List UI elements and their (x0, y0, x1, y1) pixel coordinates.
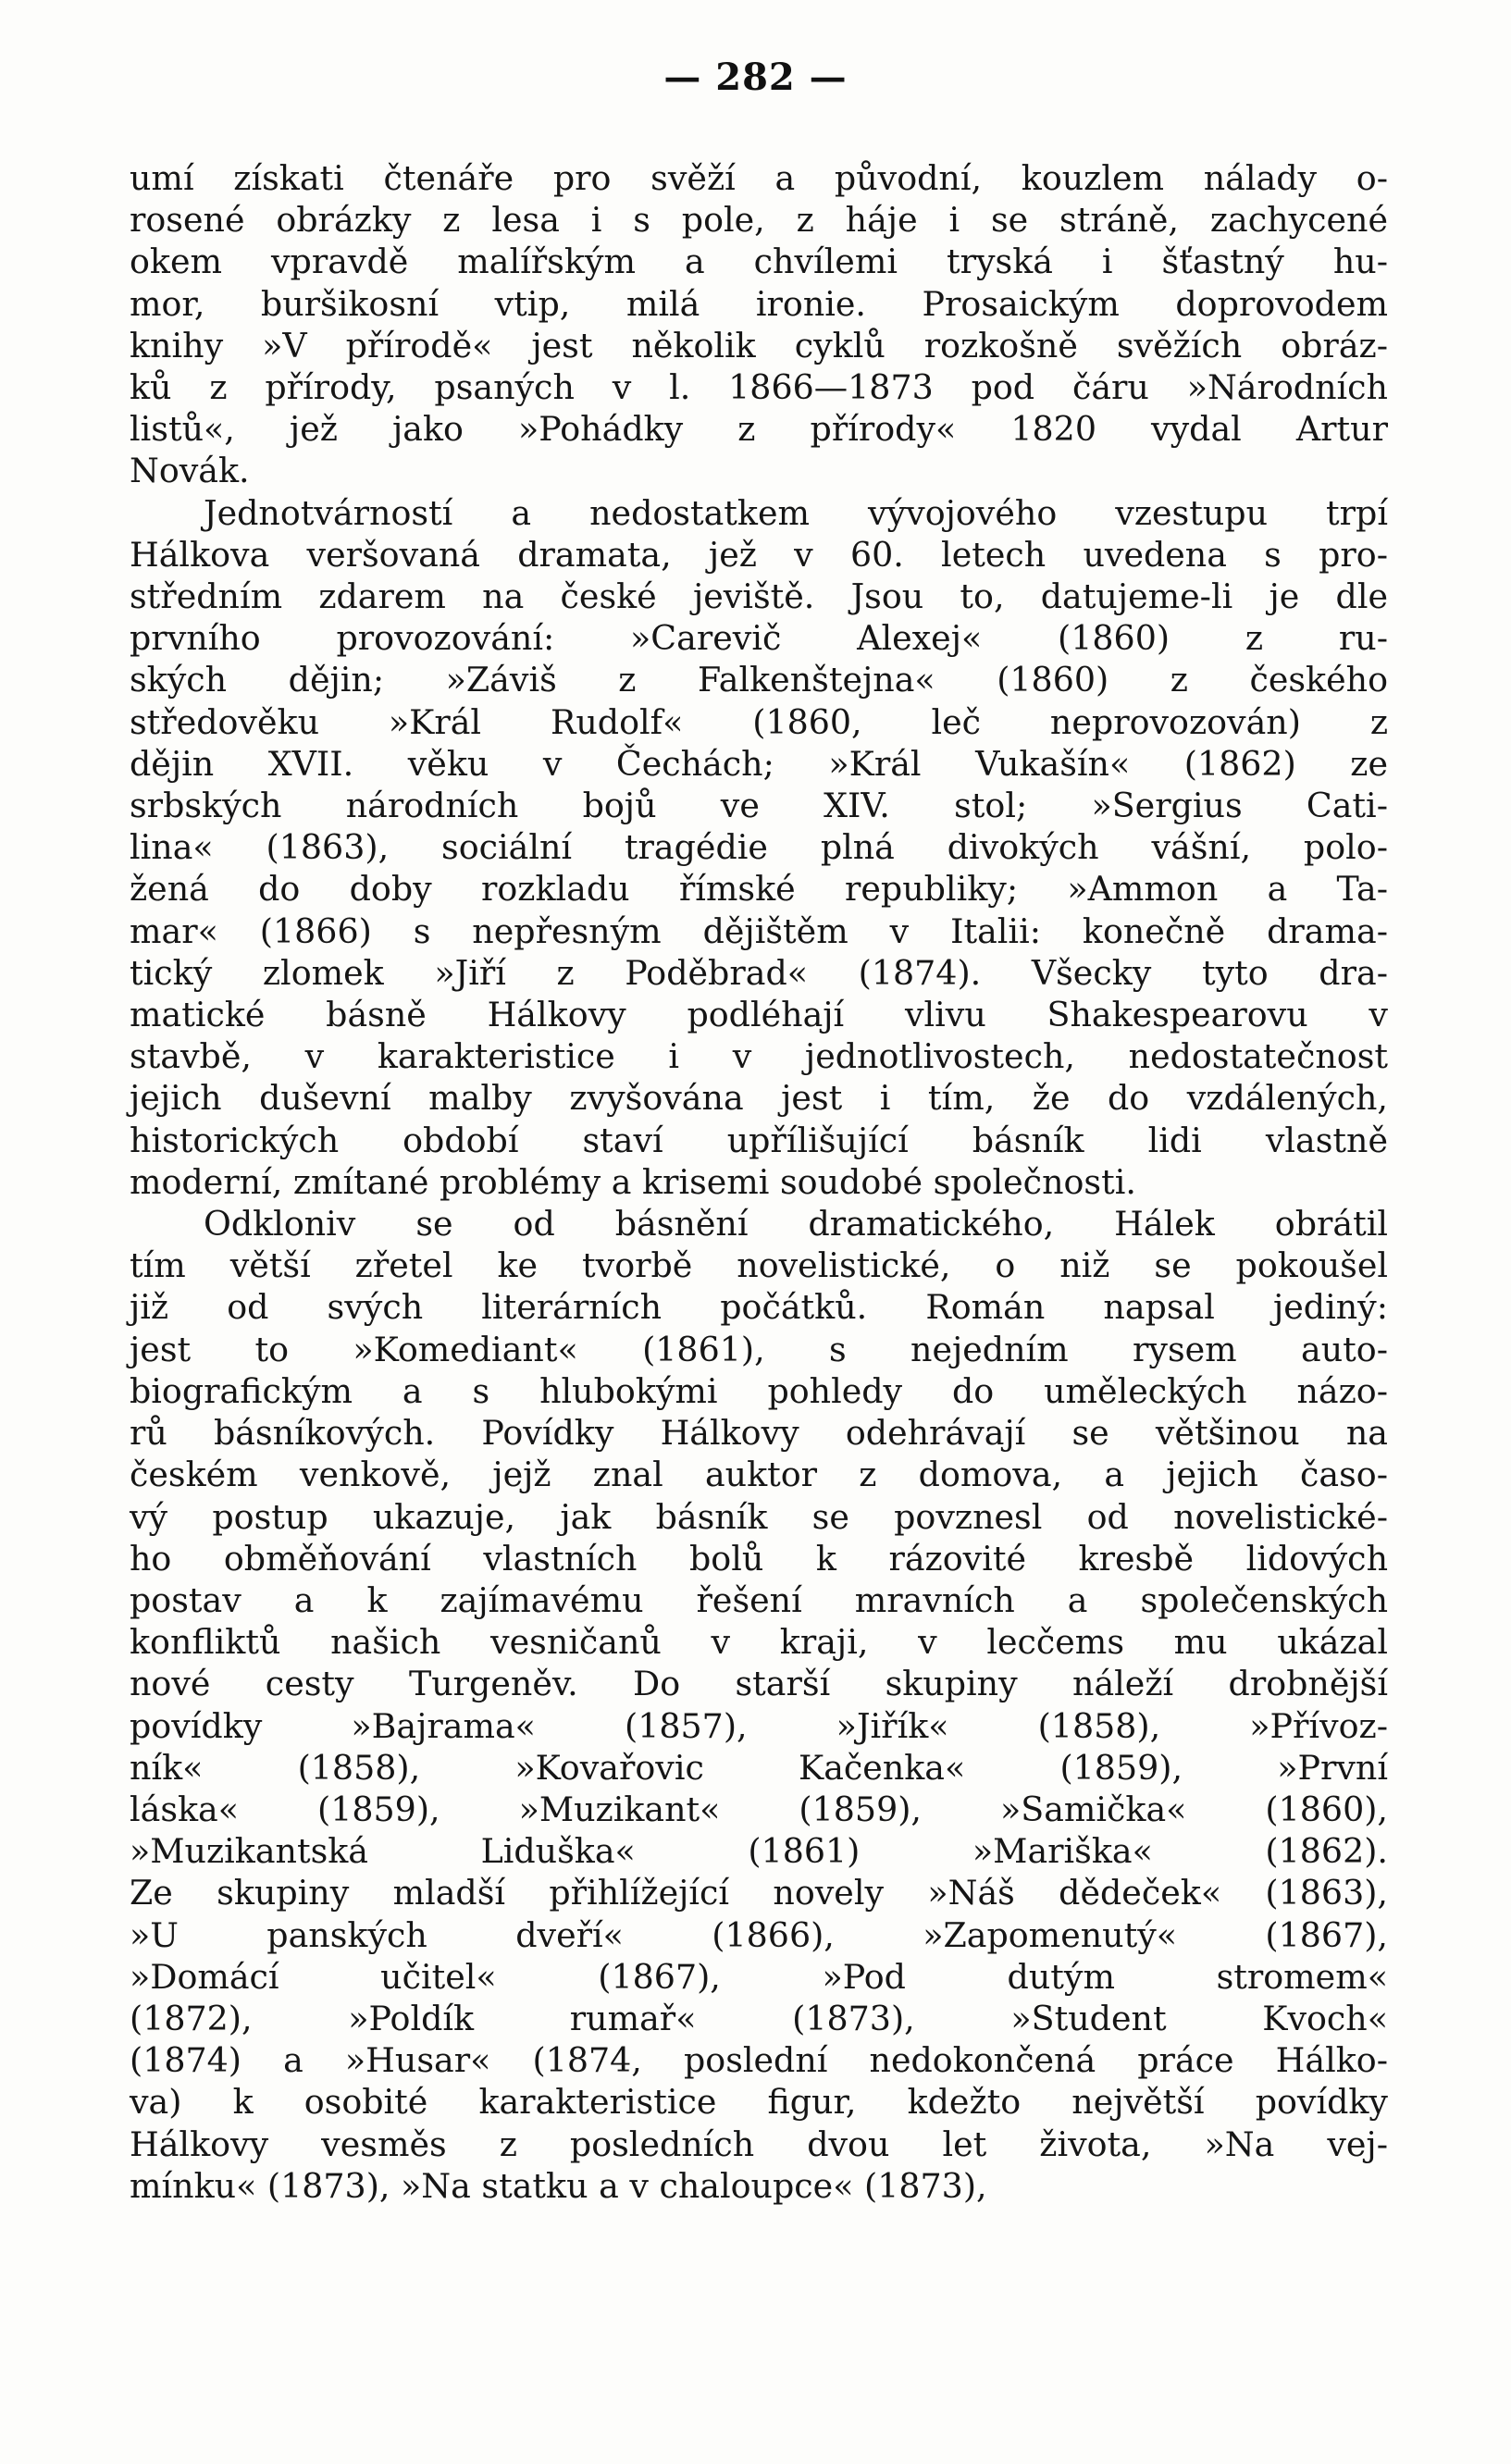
text-line: ků z přírody, psaných v l. 1866—1873 pod čáru »Národních (130, 367, 1388, 408)
text-line: žená do doby rozkladu římské republiky; »Ammon a Ta- (130, 869, 1388, 910)
text-line: lina« (1863), sociální tragédie plná divokých vášní, polo- (130, 827, 1388, 868)
text-line: tím větší zřetel ke tvorbě novelistické, o niž se pokoušel (130, 1245, 1388, 1286)
text-line: »Muzikantská Liduška« (1861) »Mariška« (1862). (130, 1831, 1388, 1872)
text-line: mínku« (1873), »Na statku a v chaloupce« (1873), (130, 2165, 987, 2206)
text-line: nové cesty Turgeněv. Do starší skupiny náleží drobnější (130, 1664, 1388, 1704)
text-line: (1872), »Poldík rumař« (1873), »Student Kvoch« (130, 1998, 1388, 2038)
text-line: konfliktů našich vesničanů v kraji, v lecčems mu ukázal (130, 1622, 1388, 1663)
text-line: stavbě, v karakteristice i v jednotlivostech, nedostatečnost (130, 1036, 1388, 1077)
text-line: Odkloniv se od básnění dramatického, Hálek obrátil (204, 1204, 1388, 1244)
text-line: ník« (1858), »Kovařovic Kačenka« (1859), »První (130, 1747, 1388, 1788)
text-line: Ze skupiny mladší přihlížející novely »Náš dědeček« (1863), (130, 1873, 1388, 1913)
text-line: ho obměňování vlastních bolů k rázovité kresbě lidových (130, 1538, 1388, 1579)
text-line: ských dějin; »Záviš z Falkenštejna« (1860) z českého (130, 660, 1388, 700)
paragraph-3 (130, 1203, 1388, 2207)
text-line: povídky »Bajrama« (1857), »Jiřík« (1858), »Přívoz- (130, 1705, 1388, 1746)
text-line: mor, buršikosní vtip, milá ironie. Prosaickým doprovodem (130, 283, 1388, 324)
text-line: Hálkova veršovaná dramata, jež v 60. letech uvedena s pro- (130, 534, 1388, 575)
text-line: českém venkově, jejž znal auktor z domova, a jejich časo- (130, 1455, 1388, 1495)
text-line: prvního provozování: »Carevič Alexej« (1860) z ru- (130, 618, 1388, 659)
text-line: dějin XVII. věku v Čechách; »Král Vukašín« (1862) ze (130, 743, 1388, 784)
text-line: Hálkovy vesměs z posledních dvou let života, »Na vej- (130, 2123, 1388, 2164)
page-number: — 282 — (663, 56, 848, 99)
text-line: (1874) a »Husar« (1874, poslední nedokončená práce Hálko- (130, 2040, 1388, 2081)
text-line: moderní, zmítané problémy a krisemi soudobé společnosti. (130, 1161, 1136, 1202)
text-line: rů básníkových. Povídky Hálkovy odehrávají se většinou na (130, 1413, 1388, 1454)
text-line: »Domácí učitel« (1867), »Pod dutým stromem« (130, 1956, 1388, 1997)
text-line: historických období staví upřílišující básník lidi vlastně (130, 1120, 1388, 1160)
text-line: Jednotvárností a nedostatkem vývojového vzestupu trpí (204, 492, 1388, 533)
text-line: va) k osobité karakteristice figur, kdežto největší povídky (130, 2082, 1388, 2123)
text-line: mar« (1866) s nepřesným dějištěm v Italii: konečně drama- (130, 910, 1388, 951)
text-line: umí získati čtenáře pro svěží a původní, kouzlem nálady o- (130, 158, 1388, 198)
text-line: srbských národních bojů ve XIV. stol; »Sergius Cati- (130, 786, 1388, 826)
text-line: knihy »V přírodě« jest několik cyklů rozkošně svěžích obráz- (130, 325, 1388, 365)
text-line: rosené obrázky z lesa i s pole, z háje i se stráně, zachycené (130, 200, 1388, 241)
text-line: středověku »Král Rudolf« (1860, leč neprovozován) z (130, 701, 1388, 742)
text-line: listů«, jež jako »Pohádky z přírody« 1820 vydal Artur (130, 409, 1388, 450)
text-line: vý postup ukazuje, jak básník se povznesl od novelistické- (130, 1496, 1388, 1537)
text-line: již od svých literárních počátků. Román napsal jediný: (130, 1287, 1388, 1328)
text-line: jejich duševní malby zvyšována jest i tím, že do vzdálených, (130, 1078, 1388, 1119)
text-line: »U panských dveří« (1866), »Zapomenutý« (1867), (130, 1914, 1388, 1955)
text-line: tický zlomek »Jiří z Poděbrad« (1874). Všecky tyto dra- (130, 952, 1388, 993)
text-line: biografickým a s hlubokými pohledy do uměleckých názo- (130, 1370, 1388, 1411)
text-line: okem vpravdě malířským a chvílemi tryská i šťastný hu- (130, 241, 1388, 282)
paragraph-2 (130, 492, 1388, 1203)
text-line: láska« (1859), »Muzikant« (1859), »Samička« (1860), (130, 1789, 1388, 1829)
text-line: středním zdarem na české jeviště. Jsou to, datujeme-li je dle (130, 576, 1388, 617)
paragraph-1 (130, 157, 1388, 492)
text-line: matické básně Hálkovy podléhají vlivu Shakespearovu v (130, 995, 1388, 1035)
text-line: postav a k zajímavému řešení mravních a společenských (130, 1579, 1388, 1620)
text-line: Novák. (130, 451, 250, 491)
body-text (130, 157, 1388, 2207)
text-line: jest to »Komediant« (1861), s nejedním rysem auto- (130, 1329, 1388, 1369)
